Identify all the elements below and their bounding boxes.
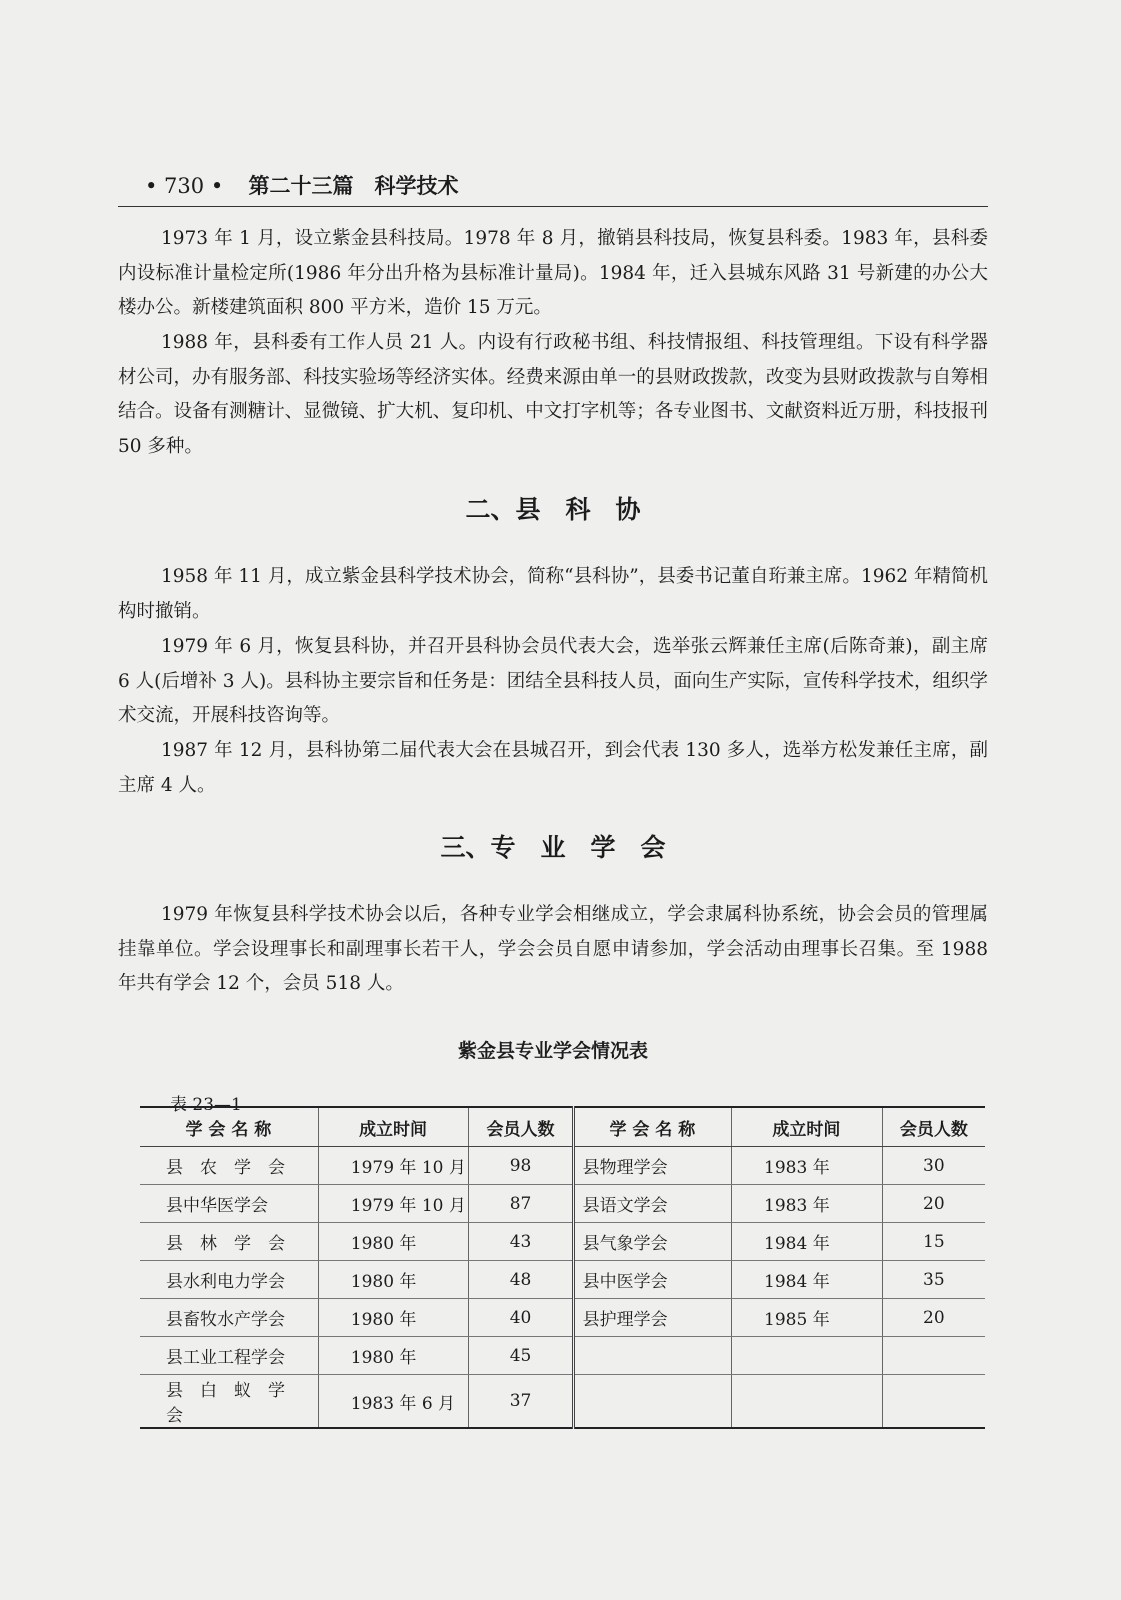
table-cell: 县 白 蚁 学 会 [140, 1375, 318, 1429]
table-cell [732, 1375, 883, 1429]
table-cell: 87 [469, 1185, 573, 1223]
column-header: 会员人数 [469, 1107, 573, 1147]
table-cell: 1980 年 [318, 1337, 469, 1375]
table-cell: 县中医学会 [573, 1261, 731, 1299]
table-cell: 35 [882, 1261, 985, 1299]
page-number: • 730 • [145, 174, 224, 198]
table-cell: 县畜牧水产学会 [140, 1299, 318, 1337]
table-cell: 1980 年 [318, 1299, 469, 1337]
table-cell: 县语文学会 [573, 1185, 731, 1223]
table-cell [882, 1375, 985, 1429]
table-row [140, 1375, 985, 1429]
table-cell: 15 [882, 1223, 985, 1261]
paragraph: 1987 年 12 月，县科协第二届代表大会在县城召开，到会代表 130 多人，选举方松发兼任主席，副主席 4 人。 [118, 740, 988, 796]
table-cell: 县气象学会 [573, 1223, 731, 1261]
table-cell: 1979 年 10 月 [318, 1185, 469, 1223]
table-cell [732, 1337, 883, 1375]
table-cell: 1980 年 [318, 1261, 469, 1299]
paragraph: 1973 年 1 月，设立紫金县科技局。1978 年 8 月，撤销县科技局，恢复县科委。1983 年，县科委内设标准计量检定所(1986 年分出升格为县标准计量局)。1984 年，迁入县城东风路 31 号新建的办公大楼办公。新楼建筑面积 800 平方米，造价 15 万元。 [118, 228, 988, 318]
table-cell: 1984 年 [732, 1261, 883, 1299]
table-cell: 1984 年 [732, 1223, 883, 1261]
table-cell: 县 林 学 会 [140, 1223, 318, 1261]
paragraph: 1988 年，县科委有工作人员 21 人。内设有行政秘书组、科技情报组、科技管理组。下设有科学器材公司，办有服务部、科技实验场等经济实体。经费来源由单一的县财政拨款，改变为县财政拨款与自筹相结合。设备有测糖计、显微镜、扩大机、复印机、中文打字机等；各专业图书、文献资料近万册，科技报刊 50 多种。 [118, 332, 988, 457]
table-cell: 县物理学会 [573, 1147, 731, 1185]
table-number: 表 23—1 [170, 1095, 242, 1115]
table-cell: 98 [469, 1147, 573, 1185]
column-header: 成立时间 [732, 1107, 883, 1147]
table-cell [573, 1337, 731, 1375]
table-cell [882, 1337, 985, 1375]
chapter-title: 第二十三篇 科学技术 [248, 173, 459, 198]
table-cell: 1985 年 [732, 1299, 883, 1337]
table-cell: 45 [469, 1337, 573, 1375]
table-row [140, 1299, 985, 1337]
table-cell: 20 [882, 1185, 985, 1223]
table-row [140, 1337, 985, 1375]
column-header: 学 会 名 称 [573, 1107, 731, 1147]
table-cell: 县护理学会 [573, 1299, 731, 1337]
table-header-row [140, 1107, 985, 1147]
table-cell: 1979 年 10 月 [318, 1147, 469, 1185]
society-table [140, 1106, 985, 1429]
table-cell: 37 [469, 1375, 573, 1429]
paragraph: 1979 年恢复县科学技术协会以后，各种专业学会相继成立，学会隶属科协系统，协会会员的管理属挂靠单位。学会设理事长和副理事长若干人，学会会员自愿申请参加，学会活动由理事长召集。至 1988 年共有学会 12 个，会员 518 人。 [118, 904, 988, 994]
table-cell: 县中华医学会 [140, 1185, 318, 1223]
paragraph: 1958 年 11 月，成立紫金县科学技术协会，简称“县科协”，县委书记董自珩兼主席。1962 年精简机构时撤销。 [118, 566, 988, 622]
section-heading: 二、县 科 协 [465, 495, 641, 524]
table-cell: 48 [469, 1261, 573, 1299]
table-cell: 县 农 学 会 [140, 1147, 318, 1185]
column-header: 学 会 名 称 [140, 1107, 318, 1147]
table-cell: 20 [882, 1299, 985, 1337]
table-cell: 43 [469, 1223, 573, 1261]
table-title: 紫金县专业学会情况表 [457, 1040, 648, 1062]
section-heading: 三、专 业 学 会 [440, 833, 666, 862]
table-cell: 1980 年 [318, 1223, 469, 1261]
running-header [145, 170, 975, 200]
table-row [140, 1223, 985, 1261]
table-row [140, 1147, 985, 1185]
table-cell [573, 1375, 731, 1429]
column-header: 会员人数 [882, 1107, 985, 1147]
header-rule [118, 206, 988, 207]
table-cell: 1983 年 6 月 [318, 1375, 469, 1429]
table-cell: 1983 年 [732, 1147, 883, 1185]
table-cell: 县水利电力学会 [140, 1261, 318, 1299]
column-header: 成立时间 [318, 1107, 469, 1147]
table-row [140, 1185, 985, 1223]
table-cell: 30 [882, 1147, 985, 1185]
table-cell: 40 [469, 1299, 573, 1337]
paragraph: 1979 年 6 月，恢复县科协，并召开县科协会员代表大会，选举张云辉兼任主席(后陈奇兼)，副主席 6 人(后增补 3 人)。县科协主要宗旨和任务是：团结全县科技人员，面向生产实际，宣传科学技术，组织学术交流，开展科技咨询等。 [118, 636, 988, 726]
table-row [140, 1261, 985, 1299]
table-cell: 县工业工程学会 [140, 1337, 318, 1375]
table-cell: 1983 年 [732, 1185, 883, 1223]
